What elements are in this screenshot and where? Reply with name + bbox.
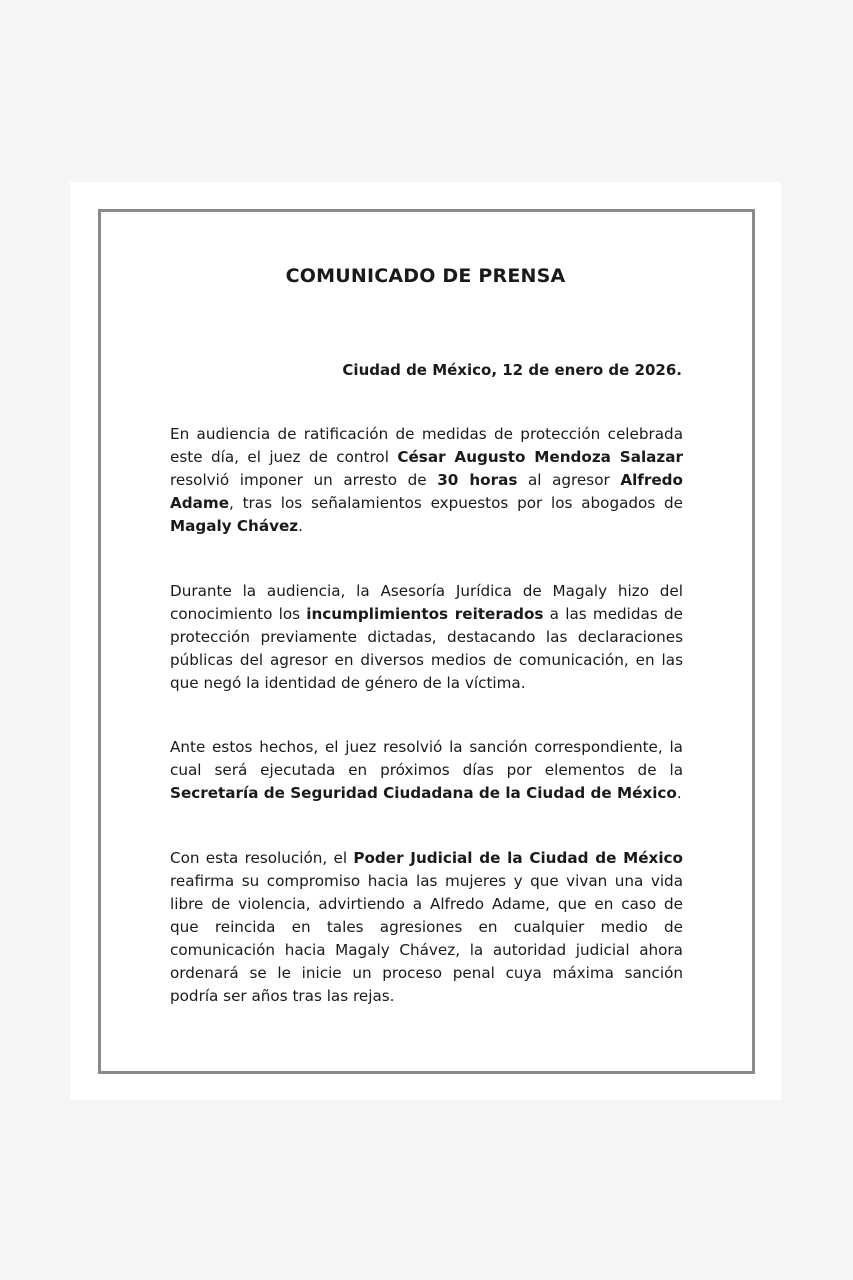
paragraph-1-text-1: En audiencia de ratificación de medidas de protección celebrada este día, el juez de control <box>170 425 683 466</box>
repeated-noncompliance: incumplimientos reiterados <box>306 605 544 623</box>
judicial-power: Poder Judicial de la Ciudad de México <box>353 849 683 867</box>
dateline: Ciudad de México, 12 de enero de 2026. <box>342 361 682 379</box>
paragraph-1-text-4: , tras los señalamientos expuestos por los abogados de <box>229 494 683 512</box>
paragraph-3 <box>170 736 683 805</box>
paragraph-1-text-3: al agresor <box>517 471 621 489</box>
paragraph-2 <box>170 580 683 695</box>
paragraph-1 <box>170 423 683 538</box>
paragraph-3-text-2: . <box>676 784 682 802</box>
paragraph-2-text-2: a las medidas de protección previamente dictadas, destacando las declaraciones públicas del agresor en diversos medios de comunicación, en las que negó la identidad de género de la víctima. <box>170 605 683 692</box>
victim-name: Magaly Chávez <box>170 517 299 535</box>
aggressor-name: Alfredo Adame <box>170 471 683 512</box>
security-secretariat: Secretaría de Seguridad Ciudadana de la Ciudad de México <box>170 784 677 802</box>
paragraph-1-text-2: resolvió imponer un arresto de <box>170 471 438 489</box>
paragraph-2-text-1: Durante la audiencia, la Asesoría Jurídica de Magaly hizo del conocimiento los <box>170 582 683 623</box>
judge-name: César Augusto Mendoza Salazar <box>397 448 683 466</box>
document-title: COMUNICADO DE PRENSA <box>285 265 566 287</box>
paragraph-4-text-1: Con esta resolución, el <box>170 849 354 867</box>
paragraph-1-text-5: . <box>298 517 303 535</box>
paragraph-3-text-1: Ante estos hechos, el juez resolvió la sanción correspondiente, la cual será ejecutada en próximos días por elementos de la <box>170 738 683 779</box>
paragraph-4-text-2: reafirma su compromiso hacia las mujeres y que vivan una vida libre de violencia, advirtiendo a Alfredo Adame, que en caso de que reincida en tales agresiones en cualquier medio de comunicación hacia Magaly Chávez, la autoridad judicial ahora ordenará se le inicie un proceso penal cuya máxima sanción podría ser años tras las rejas. <box>170 872 683 1005</box>
arrest-duration: 30 horas <box>437 471 518 489</box>
paragraph-4 <box>170 847 683 1008</box>
